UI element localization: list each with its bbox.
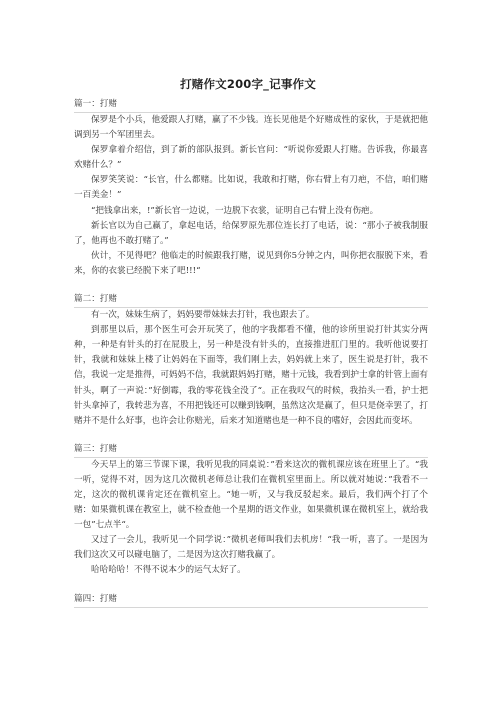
paragraph: 又过了一会儿，我听见一个同学说：”微机老师叫我们去机房！“我一听，喜了。一是因为我们这次又可以碰电脑了，二是因为这次打赌我赢了。 [74, 535, 428, 561]
paragraph: 有一次，妹妹生病了，妈妈要带妹妹去打针，我也跟去了。 [91, 310, 315, 321]
paragraph: 伙计，不见得吧？他临走的时候跟我打赌，说见到你5分钟之内，叫你把衣服脱下来，看来，你的衣裳已经脱下来了吧!!!“ [74, 250, 428, 276]
section-heading: 篇一：打赌 [74, 98, 428, 113]
paragraph: 今天早上的第三节课下课，我听见我的同桌说：”看来这次的微机课应该在班里上了。“我一听，觉得不对，因为这几次微机老师总让我们在微机室里面上。所以就对她说：”我看不一定，这次的微机课肯定还在微机室上。“她一听，又与我反驳起来。最后，我们两个打了个赌：如果微机课在教室上，就不检查他一个星期的语文作业，如果微机课在微机室上，就给我一包”七点半“。 [74, 459, 428, 531]
paragraph: 保罗是个小兵，他爱跟人打赌，赢了不少钱。连长见他是个好赌成性的家伙，于是就把他调到另一个军团里去。 [74, 115, 428, 141]
section-4 [74, 593, 428, 608]
paragraph: 到那里以后，那个医生可会开玩笑了，他的字我都看不懂，他的诊所里说打针其实分两种，一种是有针头的打在屁股上，另一种是没有针头的，直接推进肛门里的。我听他说要打针，我就和妹妹上楼了让妈妈在下面等，我们刚上去，妈妈就上来了，医生说是打针，我不信，我说一定是推得，可妈妈不信，我就跟妈妈打赌，赌十元钱，我看到护士拿的针管上面有针头，啊了一声说：”好倒霉，我的零花钱全没了“。正在我叹气的时候，我抬头一看，护士把针头拿掉了，我转悲为喜，不用把钱还可以赚到钱啊，虽然这次是赢了，但只是侥幸罢了，打赌并不是什么好事，也许会让你赔光，后来才知道赌也是一种不良的嗜好，会因此而变坏。 [74, 325, 428, 426]
document-body [74, 98, 428, 608]
section-3 [74, 443, 428, 579]
section-heading: 篇四：打赌 [74, 593, 428, 608]
paragraph: “把钱拿出来，!”新长官一边说，一边脱下衣裳，证明自己右臂上没有伤疤。 [91, 205, 379, 216]
section-1 [74, 98, 428, 279]
section-2 [74, 293, 428, 429]
paragraph: 哈哈哈哈！不得不说本少的运气太好了。 [91, 565, 246, 576]
paragraph: 保罗拿着介绍信，到了新的部队报到。新长官问：“听说你爱跟人打赌。告诉我，你最喜欢赌什么？” [74, 145, 428, 171]
paragraph: 新长官以为自己赢了，拿起电话，给保罗原先那位连长打了电话，说：“那小子被我制服了，他再也不敢打赌了。” [74, 220, 428, 246]
section-heading: 篇三：打赌 [74, 443, 428, 458]
document-title: 打赌作文200字_记事作文 [180, 77, 316, 91]
section-heading: 篇二：打赌 [74, 293, 428, 308]
paragraph: 保罗笑笑说：“长官，什么都赌。比如说，我敢和打赌，你右臂上有刀疤，不信，咱们赌一百美金！” [74, 175, 428, 201]
